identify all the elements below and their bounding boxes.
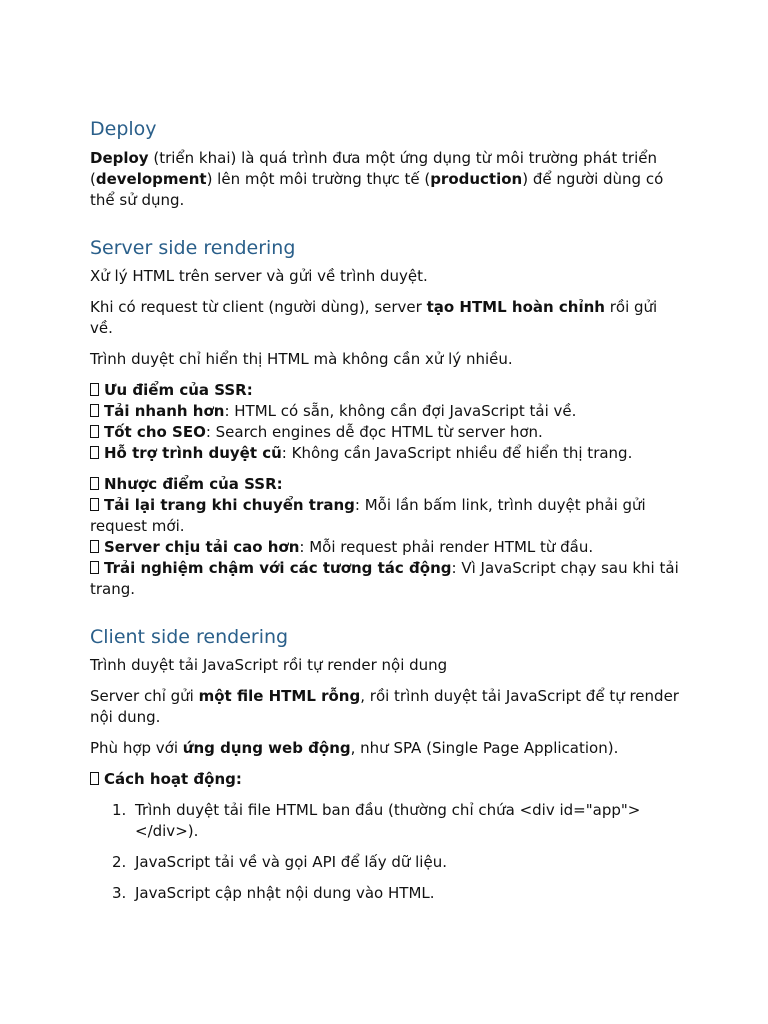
how-title: Cách hoạt động: xyxy=(104,770,242,788)
text-run: (triển khai) là quá trình đưa một ứng dụng từ môi trường phát triển ( xyxy=(90,149,658,188)
cons-title: Nhược điểm của SSR: xyxy=(104,475,283,493)
text-run: ) để người dùng có thể sử dụng. xyxy=(90,170,664,209)
pros-title: Ưu điểm của SSR: xyxy=(104,381,253,399)
bold-term: Tải lại trang khi chuyển trang xyxy=(104,496,355,514)
ssr-paragraph-3: Trình duyệt chỉ hiển thị HTML mà không cần xử lý nhiều. xyxy=(90,350,513,368)
csr-paragraph-3 xyxy=(90,738,680,759)
step-text: Trình duyệt tải file HTML ban đầu (thường chỉ chứa <div id="app"></div>). xyxy=(135,801,641,840)
bold-term: Server chịu tải cao hơn xyxy=(104,538,300,556)
step-number: 2. xyxy=(112,853,127,871)
cons-title-line xyxy=(90,474,680,495)
step-text: JavaScript tải về và gọi API để lấy dữ liệu. xyxy=(135,853,447,871)
csr-paragraph-2 xyxy=(90,686,680,728)
step-number: 3. xyxy=(112,884,127,902)
ssr-paragraph-1: Xử lý HTML trên server và gửi về trình duyệt. xyxy=(90,267,428,285)
list-item xyxy=(90,537,680,558)
missing-glyph-icon xyxy=(90,383,99,396)
text-run: : Vì JavaScript chạy sau khi tải trang. xyxy=(90,559,679,598)
text-run: ) lên một môi trường thực tế ( xyxy=(206,170,431,188)
missing-glyph-icon xyxy=(90,498,99,511)
how-steps-list xyxy=(90,800,680,904)
bold-term: Hỗ trợ trình duyệt cũ xyxy=(104,444,282,462)
list-item xyxy=(90,852,680,873)
missing-glyph-icon xyxy=(90,425,99,438)
ssr-pros-list xyxy=(90,380,680,464)
missing-glyph-icon xyxy=(90,772,99,785)
list-item xyxy=(90,800,680,842)
heading-ssr: Server side rendering xyxy=(90,237,296,259)
missing-glyph-icon xyxy=(90,446,99,459)
list-item xyxy=(90,883,680,904)
bold-term: một file HTML rỗng xyxy=(198,687,361,705)
list-item xyxy=(90,495,680,537)
bold-term: Tải nhanh hơn xyxy=(104,402,225,420)
heading-deploy: Deploy xyxy=(90,118,157,140)
missing-glyph-icon xyxy=(90,404,99,417)
bold-term: ứng dụng web động xyxy=(182,739,351,757)
step-text: JavaScript cập nhật nội dung vào HTML. xyxy=(135,884,435,902)
csr-paragraph-1: Trình duyệt tải JavaScript rồi tự render nội dung xyxy=(90,656,448,674)
ssr-paragraph-2 xyxy=(90,297,680,339)
list-item xyxy=(90,443,680,464)
bold-term: Tốt cho SEO xyxy=(104,423,206,441)
text-run: : Không cần JavaScript nhiều để hiển thị trang. xyxy=(281,444,633,462)
text-run: : HTML có sẵn, không cần đợi JavaScript tải về. xyxy=(224,402,577,420)
deploy-definition xyxy=(90,148,680,211)
how-title-line xyxy=(90,769,680,790)
list-item xyxy=(90,422,680,443)
text-run: , rồi trình duyệt tải JavaScript để tự render nội dung. xyxy=(90,687,679,726)
bold-term: development xyxy=(95,170,207,188)
text-run: : Search engines dễ đọc HTML từ server hơn. xyxy=(205,423,543,441)
missing-glyph-icon xyxy=(90,561,99,574)
text-run: Server chỉ gửi xyxy=(90,687,199,705)
pros-title-line xyxy=(90,380,680,401)
text-run: , như SPA (Single Page Application). xyxy=(350,739,619,757)
missing-glyph-icon xyxy=(90,540,99,553)
text-run: Khi có request từ client (người dùng), server xyxy=(90,298,427,316)
list-item xyxy=(90,401,680,422)
text-run: : Mỗi lần bấm link, trình duyệt phải gửi request mới. xyxy=(90,496,646,535)
step-number: 1. xyxy=(112,801,127,819)
bold-term: Deploy xyxy=(90,149,149,167)
list-item xyxy=(90,558,680,600)
ssr-cons-list xyxy=(90,474,680,600)
bold-term: Trải nghiệm chậm với các tương tác động xyxy=(104,559,452,577)
text-run: Phù hợp với xyxy=(90,739,183,757)
text-run: : Mỗi request phải render HTML từ đầu. xyxy=(299,538,594,556)
bold-term: production xyxy=(430,170,523,188)
bold-term: tạo HTML hoàn chỉnh xyxy=(426,298,605,316)
heading-csr: Client side rendering xyxy=(90,626,289,648)
text-run: rồi gửi về. xyxy=(90,298,658,337)
missing-glyph-icon xyxy=(90,477,99,490)
